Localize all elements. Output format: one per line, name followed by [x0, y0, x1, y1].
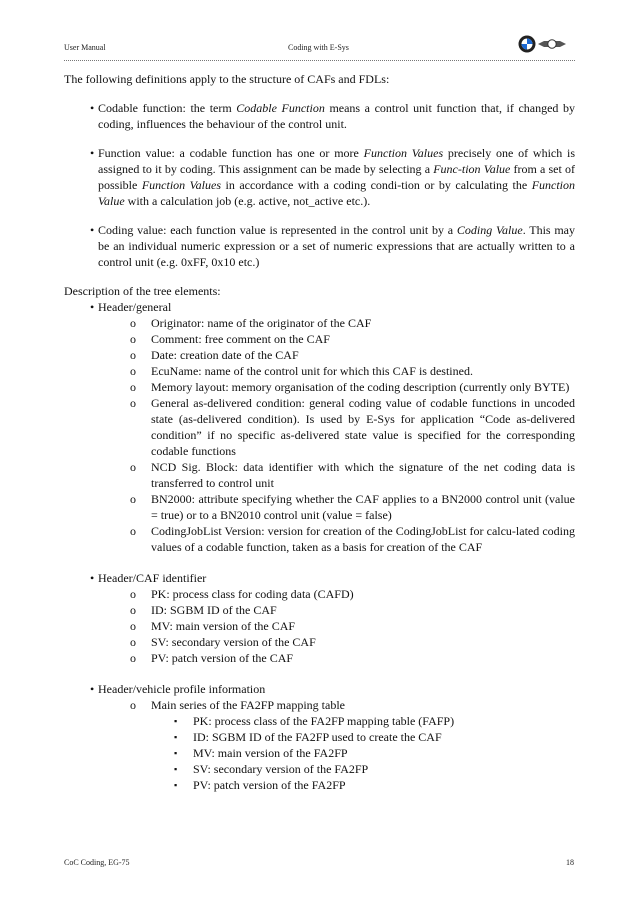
bullet-dot-icon: •: [90, 223, 95, 237]
brand-logos: [518, 35, 566, 53]
tree-item-text: EcuName: name of the control unit for which this CAF is destined.: [151, 364, 473, 378]
tree-item-text: SV: secondary version of the CAF: [151, 635, 316, 649]
tree-item-text: Comment: free comment on the CAF: [151, 332, 330, 346]
tree-subitem: [64, 777, 575, 793]
tree-item: [64, 634, 575, 650]
tree-section: [64, 570, 575, 586]
tree-item-text: PK: process class for coding data (CAFD): [151, 587, 354, 601]
bullet-dot-icon: •: [90, 571, 95, 585]
bullet-square-icon: ▪: [174, 732, 178, 742]
bullet-square-icon: ▪: [174, 748, 178, 758]
bullet-dot-icon: •: [90, 300, 95, 314]
tree-item: [64, 602, 575, 618]
header-rule: [64, 60, 575, 61]
bullet-circle-icon: o: [130, 396, 136, 410]
tree-item: [64, 347, 575, 363]
definition-item: [64, 222, 575, 270]
tree-item: [64, 331, 575, 347]
bullet-circle-icon: o: [130, 635, 136, 649]
bullet-circle-icon: o: [130, 651, 136, 665]
bullet-circle-icon: o: [130, 380, 136, 394]
footer-left: CoC Coding, EG-75: [64, 858, 130, 867]
tree-item-text: CodingJobList Version: version for creation of the CodingJobList for calcu-lated coding values of a codable function, taken as a basis for creation of the CAF: [151, 524, 575, 554]
tree-section-label: Header/general: [98, 300, 172, 314]
tree-subitem: [64, 761, 575, 777]
definition-text: Function value: a codable function has one or more Function Values precisely one of which is assigned to it by coding. This assignment can be made by selecting a Func-tion Value from a set of possible Function Values in accordance with a coding condi-tion or by calculating the Function Value with a calculation job (e.g. active, not_active etc.).: [98, 146, 576, 208]
bullet-circle-icon: o: [130, 524, 136, 538]
tree-item: [64, 395, 575, 459]
tree-item: [64, 379, 575, 395]
bullet-circle-icon: o: [130, 316, 136, 330]
bullet-circle-icon: o: [130, 603, 136, 617]
tree-section: [64, 681, 575, 697]
tree-item-text: Memory layout: memory organisation of the coding description (currently only BYTE): [151, 380, 570, 394]
tree-subitem-text: SV: secondary version of the FA2FP: [193, 762, 369, 776]
bullet-circle-icon: o: [130, 492, 136, 506]
definition-item: [64, 100, 575, 132]
tree-section: [64, 299, 575, 315]
bullet-square-icon: ▪: [174, 780, 178, 790]
page-body: [64, 71, 575, 793]
tree-item-text: Originator: name of the originator of the CAF: [151, 316, 372, 330]
tree-subitem-text: MV: main version of the FA2FP: [193, 746, 348, 760]
tree-item: [64, 586, 575, 602]
bmw-logo-icon: [519, 36, 536, 53]
tree-item: [64, 459, 575, 491]
definition-text: Coding value: each function value is represented in the control unit by a Coding Value. This may be an individual numeric expression or a set of numeric expressions that are actually written to a control unit (e.g. 0xFF, 0x10 etc.): [98, 223, 576, 269]
header-center: Coding with E-Sys: [288, 43, 349, 52]
tree-item: [64, 523, 575, 555]
tree-section-label: Header/vehicle profile information: [98, 682, 266, 696]
mini-logo-icon: [538, 40, 566, 48]
bullet-square-icon: ▪: [174, 716, 178, 726]
tree-item: [64, 363, 575, 379]
tree-item-text: NCD Sig. Block: data identifier with which the signature of the net coding data is transferred to control unit: [151, 460, 575, 490]
bullet-circle-icon: o: [130, 698, 136, 712]
page-number: 18: [566, 858, 574, 867]
tree-subitem: [64, 745, 575, 761]
tree-item-text: Date: creation date of the CAF: [151, 348, 299, 362]
bullet-dot-icon: •: [90, 682, 95, 696]
tree-item: [64, 697, 575, 713]
bullet-circle-icon: o: [130, 460, 136, 474]
tree-item: [64, 491, 575, 523]
bullet-circle-icon: o: [130, 364, 136, 378]
bullet-dot-icon: •: [90, 101, 95, 115]
tree-subitem-text: ID: SGBM ID of the FA2FP used to create the CAF: [193, 730, 442, 744]
definitions-list: [64, 100, 575, 270]
tree-item: [64, 315, 575, 331]
bullet-circle-icon: o: [130, 332, 136, 346]
tree-list: [64, 299, 575, 793]
tree-subitem: [64, 729, 575, 745]
tree-title: Description of the tree elements:: [64, 284, 221, 298]
tree-item-text: BN2000: attribute specifying whether the CAF applies to a BN2000 control unit (value = true) or to a BN2010 control unit (value = false): [151, 492, 575, 522]
tree-subitem: [64, 713, 575, 729]
definition-text: Codable function: the term Codable Function means a control unit function that, if changed by coding, influences the behaviour of the control unit.: [98, 101, 575, 131]
bullet-circle-icon: o: [130, 619, 136, 633]
section-gap: [64, 555, 575, 570]
tree-item: [64, 650, 575, 666]
tree-item-text: MV: main version of the CAF: [151, 619, 296, 633]
intro-text: The following definitions apply to the structure of CAFs and FDLs:: [64, 72, 390, 86]
tree-item-text: ID: SGBM ID of the CAF: [151, 603, 277, 617]
tree-item-text: PV: patch version of the CAF: [151, 651, 294, 665]
bullet-dot-icon: •: [90, 146, 95, 160]
tree-item-text: General as-delivered condition: general coding value of codable functions in uncoded state (as-delivered condition). Is used by E-Sys for application “Code as-delivered condition” if no specific as-delivered state value is specified for the corresponding codable functions: [151, 396, 575, 458]
tree-item-text: Main series of the FA2FP mapping table: [151, 698, 345, 712]
bullet-square-icon: ▪: [174, 764, 178, 774]
tree-item: [64, 618, 575, 634]
bullet-circle-icon: o: [130, 587, 136, 601]
definition-item: [64, 145, 575, 209]
header-left: User Manual: [64, 43, 106, 52]
tree-subitem-text: PV: patch version of the FA2FP: [193, 778, 346, 792]
bullet-circle-icon: o: [130, 348, 136, 362]
tree-section-label: Header/CAF identifier: [98, 571, 207, 585]
tree-subitem-text: PK: process class of the FA2FP mapping table (FAFP): [193, 714, 455, 728]
section-gap: [64, 666, 575, 681]
